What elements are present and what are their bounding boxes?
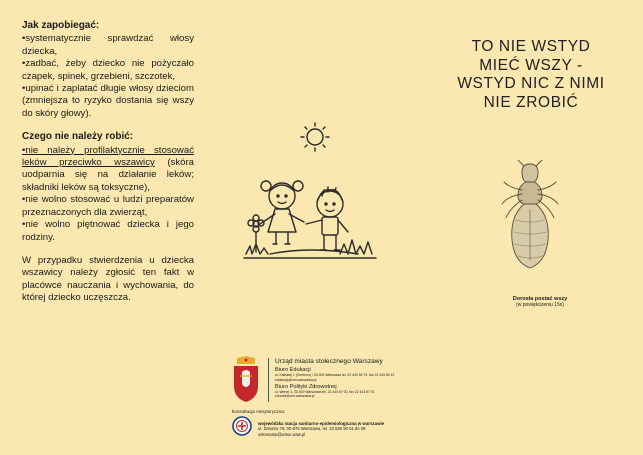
report-text: W przypadku stwierdzenia u dziecka wszawicy należy zgłosić ten fakt w placówce nauczania i wychowania, do której dziecko uczęszcza. bbox=[22, 254, 194, 304]
dont-item-underlined: •nie należy profilaktycznie stosować leków przeciwko wszawicy bbox=[22, 144, 194, 169]
department-contact: ul. Kaliskiej 1 (Centrum) / 00-003 Warszawa tel. 22 443 55 75, fax 22 443 55 12 bbox=[275, 373, 395, 378]
sun-rays-icon bbox=[301, 123, 329, 151]
headline bbox=[440, 38, 622, 112]
department-name: Biuro Edukacji bbox=[275, 367, 311, 373]
station-block bbox=[258, 421, 428, 437]
consultation-label: konsultacja merytoryczna: bbox=[232, 409, 286, 414]
sanepid-logo-icon bbox=[232, 416, 252, 436]
station-email: sekretariat@wsse.waw.pl bbox=[258, 431, 306, 437]
prevent-heading: Jak zapobiegać: bbox=[22, 20, 100, 31]
headline-line: TO NIE WSTYD bbox=[471, 38, 591, 55]
grass-icon bbox=[244, 240, 376, 258]
headline-line: MIEĆ WSZY - bbox=[479, 56, 583, 74]
prevent-item: •systematycznie sprawdzać włosy dziecka, bbox=[22, 33, 194, 57]
office-name: Urząd miasta stołecznego Warszawy bbox=[275, 358, 383, 365]
station-name: wojewódzka stacja sanitarno-epidemiologiczna w warszawie bbox=[258, 421, 385, 426]
louse-caption-sub: (w powiększeniu 15x) bbox=[516, 302, 564, 308]
boy-figure-icon bbox=[306, 187, 348, 250]
left-column bbox=[22, 20, 194, 305]
dont-heading: Czego nie należy robić: bbox=[22, 131, 134, 143]
warsaw-coat-of-arms-icon bbox=[231, 356, 261, 402]
department-contact: ul. Wenet 1, 00-019 Warszawa tel. 22 443 87 00, fax 22 443 87 01 bbox=[275, 390, 375, 395]
department-name: Biuro Polityki Zdrowotnej bbox=[275, 383, 337, 390]
sun-icon bbox=[307, 129, 323, 145]
department-email: zdrowie@um.warszawa.pl bbox=[275, 394, 315, 399]
louse-caption-main: Dorosła postać wszy bbox=[512, 296, 568, 302]
prevent-item: •upinać i zaplatać długie włosy dzieciom (zmniejsza to ryzyko dostania się wszy do skóry głowy). bbox=[22, 83, 194, 119]
office-block bbox=[275, 358, 435, 399]
girl-figure-icon bbox=[260, 181, 304, 244]
dont-item: •nie wolno stosować u ludzi preparatów przeznaczonych dla zwierząt, bbox=[22, 194, 194, 218]
headline-line: WSTYD NIC Z NIMI bbox=[457, 75, 605, 92]
dont-item-rest: (skóra uodparnia się na działanie leków; składniki leków są toksyczne), bbox=[22, 157, 194, 193]
dont-item bbox=[22, 145, 194, 195]
dont-item: •nie wolno piętnować dziecka i jego rodziny. bbox=[22, 219, 194, 243]
headline-line: NIE ZROBIĆ bbox=[483, 93, 579, 111]
louse-caption bbox=[470, 296, 610, 308]
divider bbox=[268, 358, 269, 402]
louse-illustration bbox=[500, 160, 560, 272]
prevent-item: •zadbać, żeby dziecko nie pożyczało czapek, spinek, grzebieni, szczotek, bbox=[22, 58, 194, 82]
department-email: edukacja@um.warszawa.pl bbox=[275, 377, 317, 382]
children-sun-illustration bbox=[240, 120, 380, 270]
station-contact: ul. Żelazna 79, 00-875 Warszawa, tel. 22 620 90 01 do 06 bbox=[258, 426, 366, 432]
